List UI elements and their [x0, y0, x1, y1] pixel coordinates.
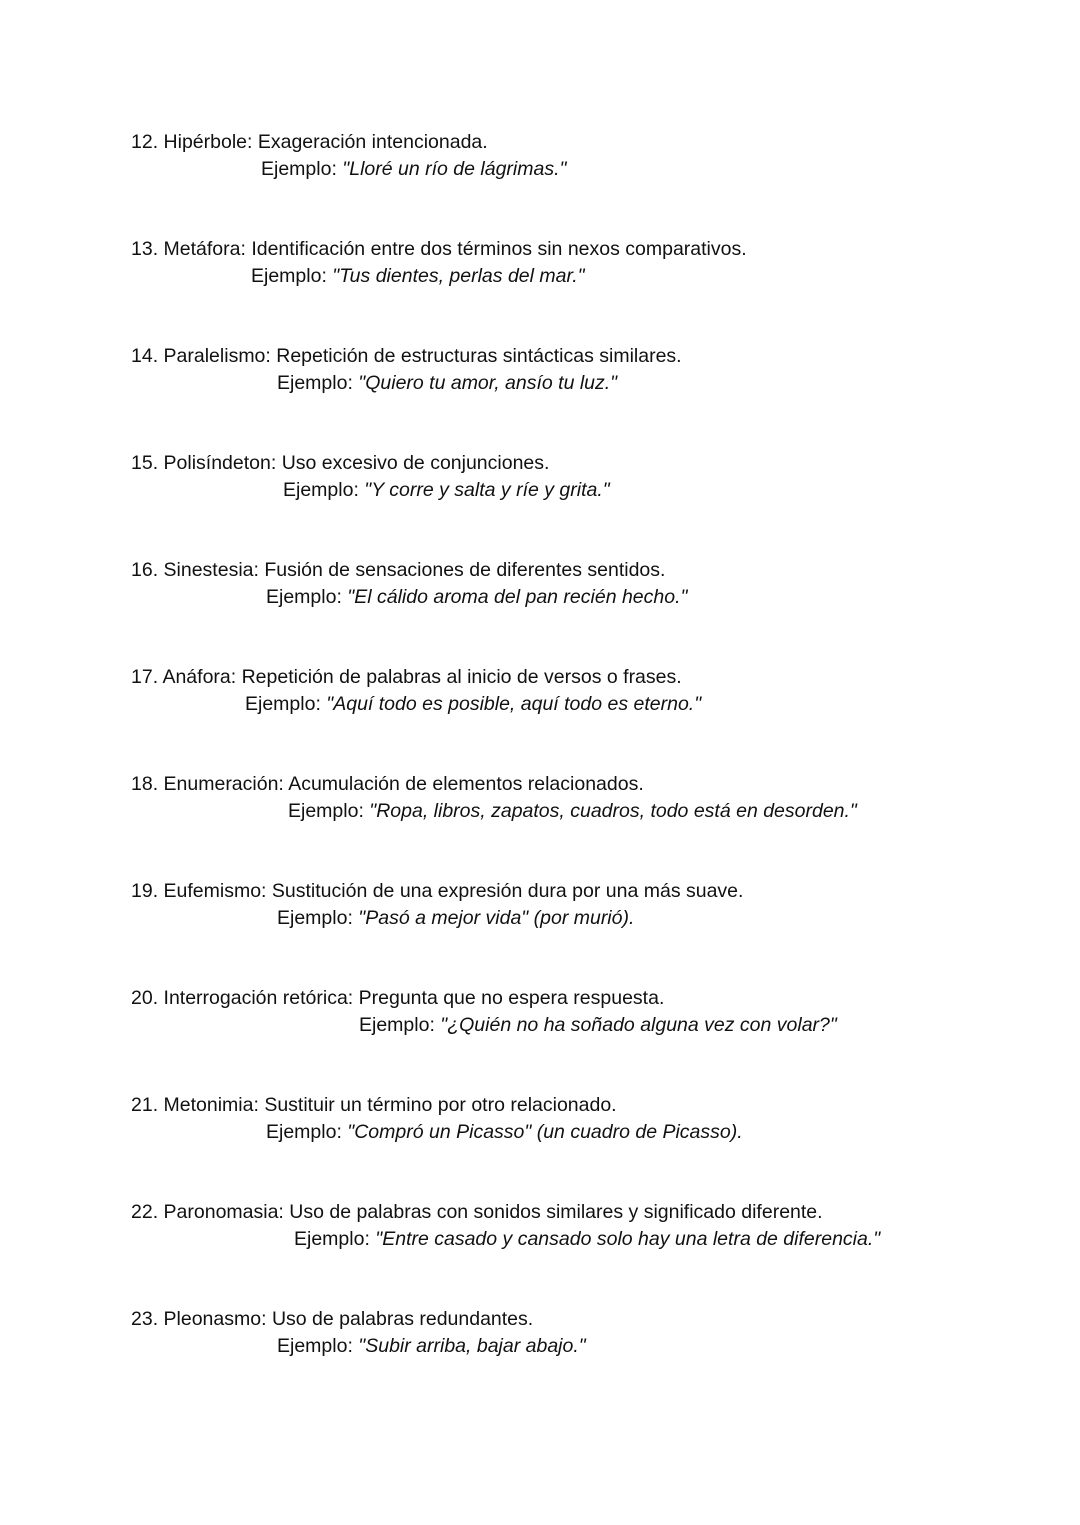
example-label: Ejemplo: — [245, 692, 321, 715]
entry-definition: Repetición de estructuras sintácticas similares. — [276, 345, 682, 367]
entry-number: 21. — [131, 1094, 159, 1116]
example-label: Ejemplo: — [283, 478, 359, 501]
example-text: "El cálido aroma del pan recién hecho." — [347, 585, 688, 608]
example-label: Ejemplo: — [277, 371, 353, 394]
figure-entry-13 — [131, 236, 1031, 289]
figure-entry-23 — [131, 1306, 1031, 1359]
entry-definition: Identificación entre dos términos sin nexos comparativos. — [251, 238, 747, 260]
term-line — [131, 129, 1031, 156]
entry-term: Eufemismo: — [163, 880, 267, 902]
example-text: "Subir arriba, bajar abajo." — [358, 1334, 586, 1357]
example-text: "Entre casado y cansado solo hay una letra de diferencia." — [375, 1227, 881, 1250]
example-text: "Aquí todo es posible, aquí todo es eterno." — [326, 692, 702, 715]
entry-term: Paralelismo: — [163, 345, 271, 367]
entry-number: 13. — [131, 238, 159, 260]
example-line — [131, 263, 1031, 290]
entry-definition: Uso de palabras redundantes. — [271, 1308, 534, 1330]
example-line — [131, 798, 1031, 825]
entry-term: Anáfora: — [162, 666, 237, 688]
entry-number: 18. — [131, 773, 159, 795]
term-line — [131, 1306, 1031, 1333]
figure-entry-19 — [131, 878, 1031, 931]
entry-definition: Sustituir un término por otro relacionado. — [264, 1094, 617, 1116]
entry-term: Metáfora: — [163, 238, 246, 260]
example-line — [131, 156, 1031, 183]
example-line — [131, 1333, 1031, 1360]
entry-definition: Exageración intencionada. — [257, 131, 488, 153]
term-line — [131, 557, 1031, 584]
example-line — [131, 1119, 1031, 1146]
example-line — [131, 1226, 1031, 1253]
figure-entry-22 — [131, 1199, 1031, 1252]
example-label: Ejemplo: — [288, 799, 364, 822]
figure-entry-17 — [131, 664, 1031, 717]
example-label: Ejemplo: — [266, 585, 342, 608]
example-line — [131, 1012, 1031, 1039]
example-text: "Ropa, libros, zapatos, cuadros, todo está en desorden." — [369, 799, 857, 822]
figure-entry-20 — [131, 985, 1031, 1038]
entry-number: 19. — [131, 880, 159, 902]
term-line — [131, 878, 1031, 905]
entry-number: 23. — [131, 1308, 159, 1330]
entry-definition: Uso de palabras con sonidos similares y significado diferente. — [289, 1201, 823, 1223]
term-line — [131, 236, 1031, 263]
example-line — [131, 584, 1031, 611]
entry-term: Pleonasmo: — [163, 1308, 267, 1330]
example-text: "Lloré un río de lágrimas." — [342, 157, 567, 180]
figure-entry-21 — [131, 1092, 1031, 1145]
example-label: Ejemplo: — [277, 1334, 353, 1357]
entry-term: Interrogación retórica: — [163, 987, 354, 1009]
example-label: Ejemplo: — [294, 1227, 370, 1250]
entry-number: 22. — [131, 1201, 159, 1223]
entry-term: Hipérbole: — [163, 131, 253, 153]
entry-term: Polisíndeton: — [163, 452, 277, 474]
entry-definition: Pregunta que no espera respuesta. — [358, 987, 665, 1009]
entry-definition: Uso excesivo de conjunciones. — [281, 452, 550, 474]
entry-term: Sinestesia: — [163, 559, 259, 581]
entry-definition: Repetición de palabras al inicio de versos o frases. — [241, 666, 682, 688]
entry-number: 14. — [131, 345, 159, 367]
example-label: Ejemplo: — [359, 1013, 435, 1036]
figure-entry-18 — [131, 771, 1031, 824]
example-line — [131, 477, 1031, 504]
example-line — [131, 691, 1031, 718]
term-line — [131, 450, 1031, 477]
term-line — [131, 664, 1031, 691]
example-text: "Quiero tu amor, ansío tu luz." — [358, 371, 618, 394]
figure-entry-12 — [131, 129, 1031, 182]
figure-entry-14 — [131, 343, 1031, 396]
example-text: "¿Quién no ha soñado alguna vez con volar?" — [440, 1013, 837, 1036]
example-label: Ejemplo: — [277, 906, 353, 929]
term-line — [131, 1092, 1031, 1119]
term-line — [131, 1199, 1031, 1226]
entry-term: Enumeración: — [163, 773, 284, 795]
entry-number: 20. — [131, 987, 159, 1009]
example-line — [131, 905, 1031, 932]
example-text: "Pasó a mejor vida" (por murió). — [358, 906, 635, 929]
figure-entry-16 — [131, 557, 1031, 610]
figure-entry-15 — [131, 450, 1031, 503]
term-line — [131, 771, 1031, 798]
entry-number: 15. — [131, 452, 159, 474]
term-line — [131, 343, 1031, 370]
entry-definition: Acumulación de elementos relacionados. — [288, 773, 644, 795]
entry-definition: Sustitución de una expresión dura por una más suave. — [271, 880, 744, 902]
term-line — [131, 985, 1031, 1012]
entry-number: 16. — [131, 559, 159, 581]
example-text: "Y corre y salta y ríe y grita." — [364, 478, 610, 501]
entry-number: 17. — [131, 666, 159, 688]
example-label: Ejemplo: — [266, 1120, 342, 1143]
example-text: "Compró un Picasso" (un cuadro de Picasso). — [347, 1120, 743, 1143]
entry-term: Metonimia: — [163, 1094, 259, 1116]
example-text: "Tus dientes, perlas del mar." — [332, 264, 585, 287]
entry-number: 12. — [131, 131, 159, 153]
example-line — [131, 370, 1031, 397]
entry-definition: Fusión de sensaciones de diferentes sentidos. — [264, 559, 666, 581]
entry-term: Paronomasia: — [163, 1201, 284, 1223]
example-label: Ejemplo: — [261, 157, 337, 180]
example-label: Ejemplo: — [251, 264, 327, 287]
